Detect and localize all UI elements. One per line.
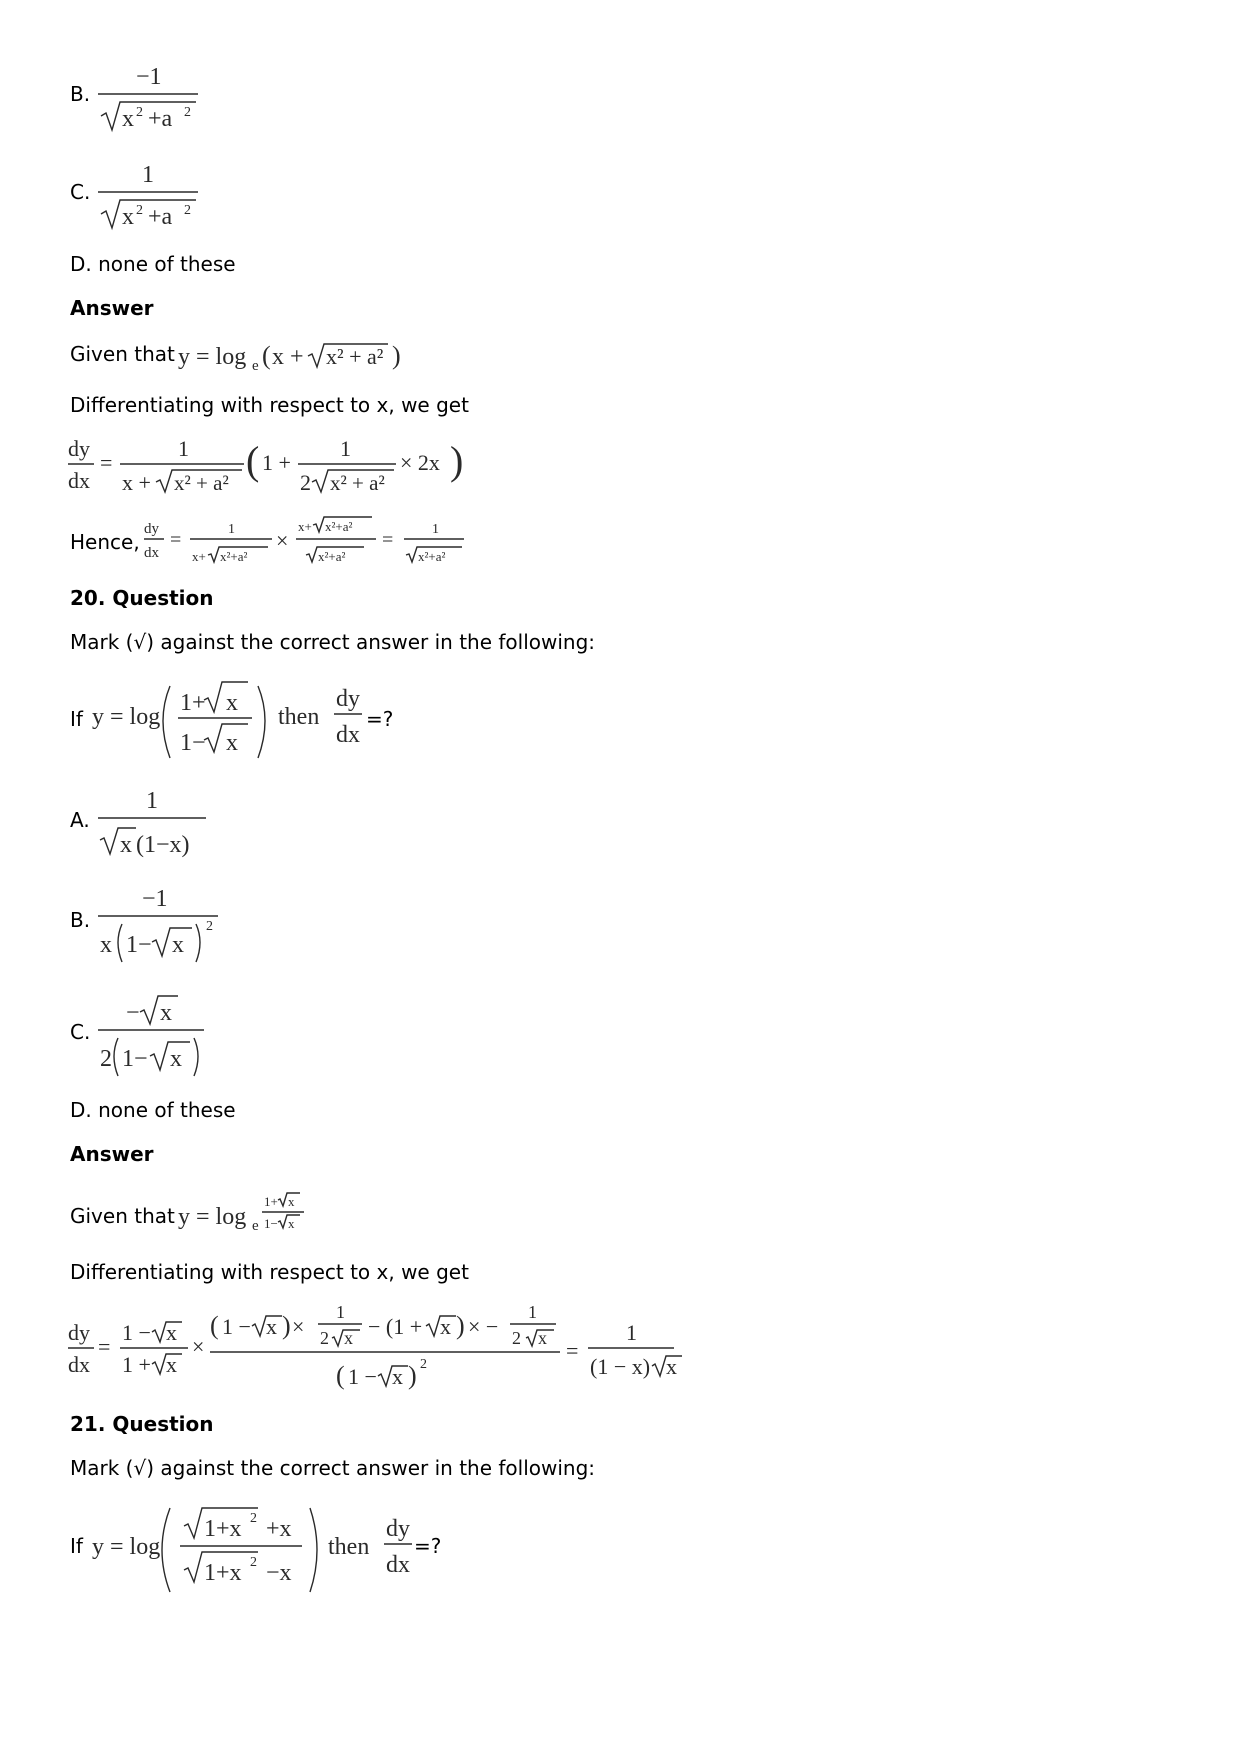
- svg-text:x: x: [666, 1354, 677, 1379]
- svg-text:(: (: [210, 1311, 219, 1340]
- svg-text:x: x: [344, 1328, 353, 1348]
- svg-text:=: =: [98, 1334, 111, 1359]
- q19-hence-prefix: Hence,: [70, 530, 140, 554]
- svg-text:2: 2: [320, 1328, 329, 1348]
- svg-text:1 −: 1 −: [122, 1320, 151, 1345]
- svg-text:× −: × −: [468, 1314, 499, 1339]
- svg-text:dx: dx: [386, 1552, 410, 1578]
- svg-text:(: (: [246, 438, 260, 483]
- svg-text:(: (: [262, 341, 271, 370]
- svg-text:dx: dx: [144, 545, 159, 561]
- q19-option-d: D. none of these: [70, 252, 236, 276]
- svg-text:): ): [282, 1311, 291, 1340]
- svg-text:x +: x +: [122, 470, 151, 495]
- svg-text:1 +: 1 +: [122, 1352, 151, 1377]
- svg-text:x² + a²: x² + a²: [174, 471, 229, 495]
- svg-text:): ): [408, 1361, 417, 1390]
- svg-text:x: x: [440, 1314, 451, 1339]
- q20-answer-heading: Answer: [70, 1142, 154, 1166]
- svg-text:x²+a²: x²+a²: [318, 549, 346, 564]
- svg-text:e: e: [252, 1218, 259, 1234]
- q20-option-b-label: B.: [70, 908, 91, 932]
- svg-text:+a: +a: [148, 106, 173, 132]
- svg-text:2: 2: [136, 105, 143, 120]
- svg-text:(: (: [336, 1361, 345, 1390]
- svg-text:x: x: [120, 832, 132, 858]
- svg-text:x: x: [226, 690, 238, 716]
- svg-text:dy: dy: [144, 521, 159, 537]
- svg-text:×: ×: [192, 1334, 205, 1359]
- q21-heading: 21. Question: [70, 1412, 214, 1436]
- svg-text:x: x: [266, 1314, 277, 1339]
- q19-given-formula: [176, 334, 416, 376]
- svg-text:x²+a²: x²+a²: [325, 519, 353, 534]
- svg-text:x: x: [160, 1000, 172, 1026]
- q20-diff-text: Differentiating with respect to x, we get: [70, 1260, 469, 1284]
- svg-text:1 −: 1 −: [348, 1364, 377, 1389]
- q21-if-label: If: [70, 1534, 83, 1558]
- svg-text:x: x: [166, 1320, 177, 1345]
- svg-text:1: 1: [146, 788, 158, 814]
- q20-heading: 20. Question: [70, 586, 214, 610]
- svg-text:+x: +x: [266, 1516, 292, 1542]
- svg-text:): ): [450, 438, 464, 483]
- svg-text:dx: dx: [336, 722, 360, 748]
- svg-text:y = log: y = log: [178, 1204, 247, 1230]
- svg-text:1: 1: [178, 436, 189, 461]
- q20-given-prefix: Given that: [70, 1204, 175, 1228]
- svg-text:1+x: 1+x: [204, 1560, 242, 1586]
- q20-option-d: D. none of these: [70, 1098, 236, 1122]
- svg-text:then: then: [278, 704, 320, 730]
- svg-text:=: =: [566, 1338, 579, 1363]
- svg-text:1+x: 1+x: [204, 1516, 242, 1542]
- svg-text:1+: 1+: [264, 1194, 278, 1209]
- svg-text:1: 1: [228, 522, 235, 537]
- q20-given-formula: [176, 1190, 316, 1240]
- svg-text:y = log: y = log: [178, 344, 247, 370]
- svg-text:x: x: [226, 730, 238, 756]
- q19-option-b-formula: [96, 58, 206, 138]
- svg-text:× 2x: × 2x: [400, 450, 440, 475]
- svg-text:2: 2: [100, 1046, 112, 1072]
- svg-text:x² + a²: x² + a²: [326, 344, 384, 369]
- svg-text:− (1 +: − (1 +: [368, 1314, 423, 1339]
- svg-text:1: 1: [528, 1302, 537, 1322]
- q20-instruction: Mark (√) against the correct answer in the following:: [70, 630, 596, 654]
- svg-text:=: =: [382, 529, 394, 551]
- q20-if-label: If: [70, 707, 83, 731]
- svg-text:×: ×: [292, 1314, 305, 1339]
- q19-hence-formula: [140, 515, 480, 575]
- svg-text:1−: 1−: [126, 932, 152, 958]
- svg-text:x: x: [166, 1352, 177, 1377]
- svg-text:then: then: [328, 1534, 370, 1560]
- svg-text:1+: 1+: [180, 690, 206, 716]
- svg-text:×: ×: [276, 528, 289, 553]
- svg-text:y = log: y = log: [92, 1534, 161, 1560]
- svg-text:x +: x +: [272, 344, 304, 370]
- svg-text:2: 2: [136, 203, 143, 218]
- q19-diff-text: Differentiating with respect to x, we get: [70, 393, 469, 417]
- q21-question-mark: =?: [414, 1534, 442, 1558]
- svg-text:x: x: [122, 204, 134, 230]
- q21-instruction: Mark (√) against the correct answer in the following:: [70, 1456, 596, 1480]
- svg-text:x: x: [172, 932, 184, 958]
- svg-text:): ): [392, 341, 401, 370]
- q20-derivative-formula: [66, 1296, 706, 1396]
- q20-option-c-formula: [96, 990, 216, 1085]
- q20-question-mark: =?: [366, 707, 394, 731]
- svg-text:1 −: 1 −: [222, 1314, 251, 1339]
- svg-text:x: x: [538, 1328, 547, 1348]
- svg-text:2: 2: [184, 203, 191, 218]
- svg-text:): ): [456, 1311, 465, 1340]
- svg-text:−: −: [126, 1000, 140, 1026]
- svg-text:−1: −1: [142, 886, 168, 912]
- svg-text:=: =: [170, 529, 182, 551]
- svg-text:2: 2: [250, 1511, 257, 1526]
- svg-text:(1−x): (1−x): [136, 832, 190, 858]
- svg-text:2: 2: [250, 1555, 257, 1570]
- svg-text:dx: dx: [68, 1352, 90, 1377]
- svg-text:1−: 1−: [122, 1046, 148, 1072]
- svg-text:y = log: y = log: [92, 704, 161, 730]
- svg-text:(1 − x): (1 − x): [590, 1354, 651, 1379]
- q20-option-b-formula: [96, 880, 226, 970]
- svg-text:dy: dy: [386, 1516, 410, 1542]
- svg-text:2: 2: [300, 470, 311, 495]
- svg-text:dy: dy: [68, 436, 90, 461]
- svg-text:x: x: [288, 1216, 295, 1231]
- q19-option-c-label: C.: [70, 180, 91, 204]
- q20-option-c-label: C.: [70, 1020, 91, 1044]
- svg-text:=: =: [100, 450, 113, 475]
- q20-option-a-label: A.: [70, 808, 90, 832]
- svg-text:x: x: [170, 1046, 182, 1072]
- svg-text:dy: dy: [336, 686, 360, 712]
- svg-text:1: 1: [340, 436, 351, 461]
- svg-text:dy: dy: [68, 1320, 90, 1345]
- svg-text:1: 1: [626, 1320, 637, 1345]
- svg-text:x: x: [288, 1194, 295, 1209]
- svg-text:1−: 1−: [180, 730, 206, 756]
- q20-option-a-formula: [96, 782, 216, 862]
- svg-text:1: 1: [432, 522, 439, 537]
- svg-text:x²+a²: x²+a²: [220, 549, 248, 564]
- svg-text:2: 2: [184, 105, 191, 120]
- svg-text:1−: 1−: [264, 1216, 278, 1231]
- svg-text:2: 2: [420, 1357, 427, 1372]
- svg-text:x+: x+: [192, 549, 206, 564]
- svg-text:1 +: 1 +: [262, 450, 291, 475]
- svg-text:dx: dx: [68, 468, 90, 493]
- svg-text:x: x: [122, 106, 134, 132]
- svg-text:2: 2: [512, 1328, 521, 1348]
- q19-option-b-label: B.: [70, 82, 91, 106]
- svg-text:+a: +a: [148, 204, 173, 230]
- svg-text:−1: −1: [136, 64, 162, 90]
- svg-text:x: x: [392, 1364, 403, 1389]
- q19-given-prefix: Given that: [70, 342, 175, 366]
- q19-option-c-formula: [96, 156, 206, 236]
- q19-derivative-formula: [66, 432, 466, 502]
- svg-text:e: e: [252, 358, 259, 374]
- svg-text:x² + a²: x² + a²: [330, 471, 385, 495]
- svg-text:x²+a²: x²+a²: [418, 549, 446, 564]
- svg-text:2: 2: [206, 919, 213, 934]
- svg-text:1: 1: [336, 1302, 345, 1322]
- q19-answer-heading: Answer: [70, 296, 154, 320]
- svg-text:−x: −x: [266, 1560, 292, 1586]
- svg-text:x: x: [100, 932, 112, 958]
- svg-text:1: 1: [142, 162, 154, 188]
- svg-text:x+: x+: [298, 519, 312, 534]
- q21-question-formula: [88, 1500, 468, 1600]
